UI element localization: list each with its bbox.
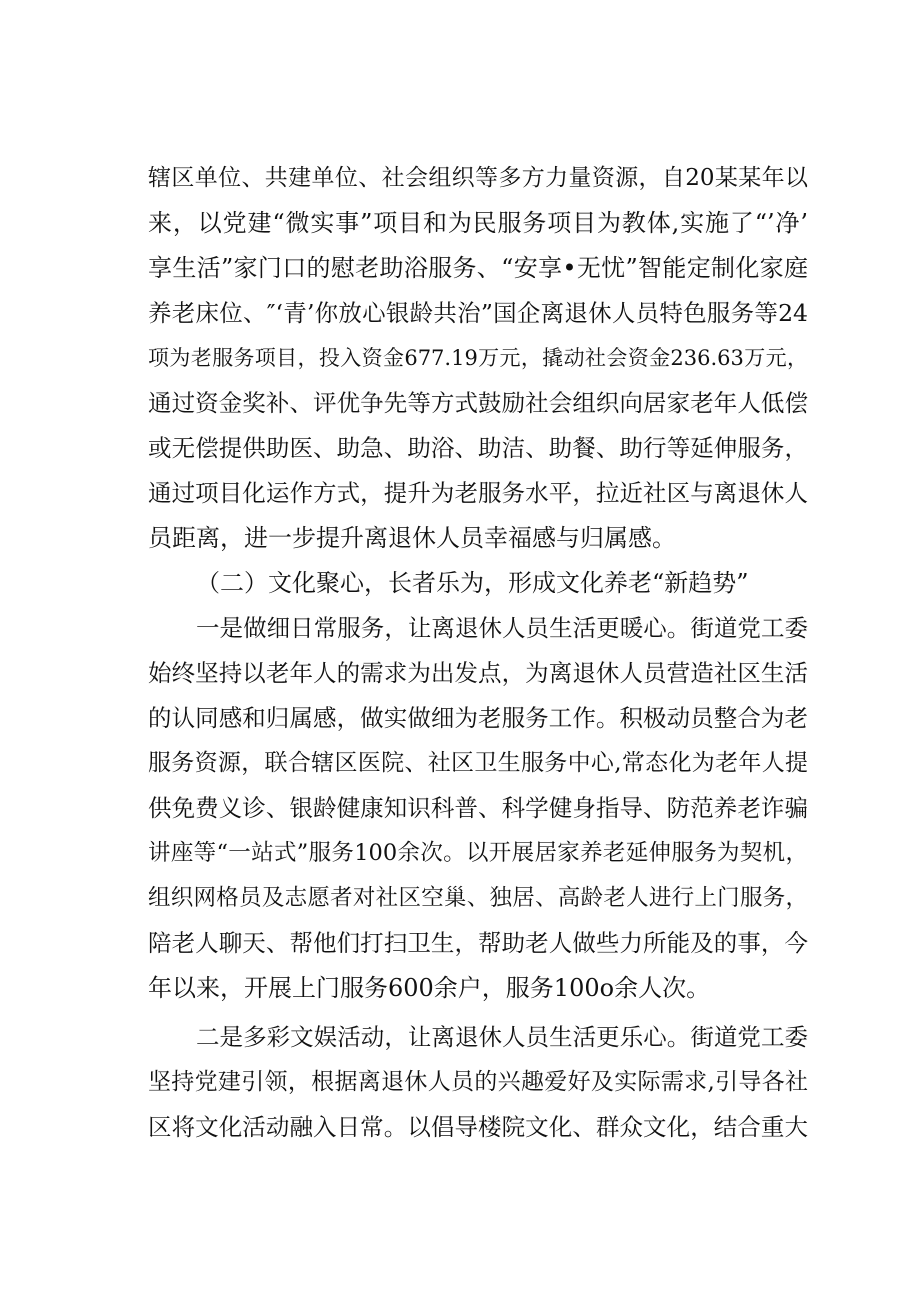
- paragraph-1-line-8: 通过项目化运作方式，提升为老服务水平，拉近社区与离退休人: [148, 479, 808, 507]
- paragraph-1-line-7: 或无偿提供助医、助急、助浴、助洁、助餐、助行等延伸服务，: [148, 434, 808, 462]
- paragraph-1-line-5: 项为老服务项目，投入资金677.19万元，撬动社会资金236.63万元，: [148, 346, 808, 370]
- paragraph-1-line-2: 来，以党建“微实事”项目和为民服务项目为教体,实施了“’净’: [148, 209, 808, 237]
- paragraph-2-line-8: 陪老人聊天、帮他们打扫卫生，帮助老人做些力所能及的事，今: [148, 929, 808, 957]
- paragraph-3-line-1: 二是多彩文娱活动，让离退休人员生活更乐心。街道党工委: [196, 1023, 808, 1051]
- paragraph-2-line-1: 一是做细日常服务，让离退休人员生活更暖心。街道党工委: [196, 614, 808, 642]
- paragraph-1-line-4: 养老床位、″‘青’你放心银龄共治”国企离退休人员特色服务等24: [148, 299, 808, 327]
- paragraph-1-line-9: 员距离，进一步提升离退休人员幸福感与归属感。: [148, 524, 676, 552]
- paragraph-1-line-3: 享生活”家门口的慰老助浴服务、“安享•无忧”智能定制化家庭: [148, 254, 808, 282]
- paragraph-2-line-5: 供免费义诊、银龄健康知识科普、科学健身指导、防范养老诈骗: [148, 794, 808, 822]
- paragraph-1-line-6: 通过资金奖补、评优争先等方式鼓励社会组织向居家老年人低偿: [148, 389, 808, 417]
- paragraph-2-line-7: 组织网格员及志愿者对社区空巢、独居、高龄老人进行上门服务，: [148, 885, 808, 911]
- paragraph-1-line-1: 辖区单位、共建单位、社会组织等多方力量资源，自20某某年以: [148, 165, 808, 191]
- paragraph-3-line-3: 区将文化活动融入日常。以倡导楼院文化、群众文化，结合重大: [148, 1113, 808, 1141]
- paragraph-2-line-2: 始终坚持以老年人的需求为出发点，为离退休人员营造社区生活: [148, 659, 808, 687]
- section-heading: （二）文化聚心，长者乐为，形成文化养老“新趋势”: [196, 569, 749, 597]
- paragraph-2-line-3: 的认同感和归属感，做实做细为老服务工作。积极动员整合为老: [148, 704, 808, 732]
- paragraph-2-line-6: 讲座等“一站式”服务100余次。以开展居家养老延伸服务为契机，: [148, 840, 808, 866]
- paragraph-2-line-9: 年以来，开展上门服务600余户，服务100o余人次。: [148, 974, 711, 1002]
- paragraph-3-line-2: 坚持党建引领，根据离退休人员的兴趣爱好及实际需求,引导各社: [148, 1069, 808, 1095]
- paragraph-2-line-4: 服务资源，联合辖区医院、社区卫生服务中心,常态化为老年人提: [148, 750, 808, 776]
